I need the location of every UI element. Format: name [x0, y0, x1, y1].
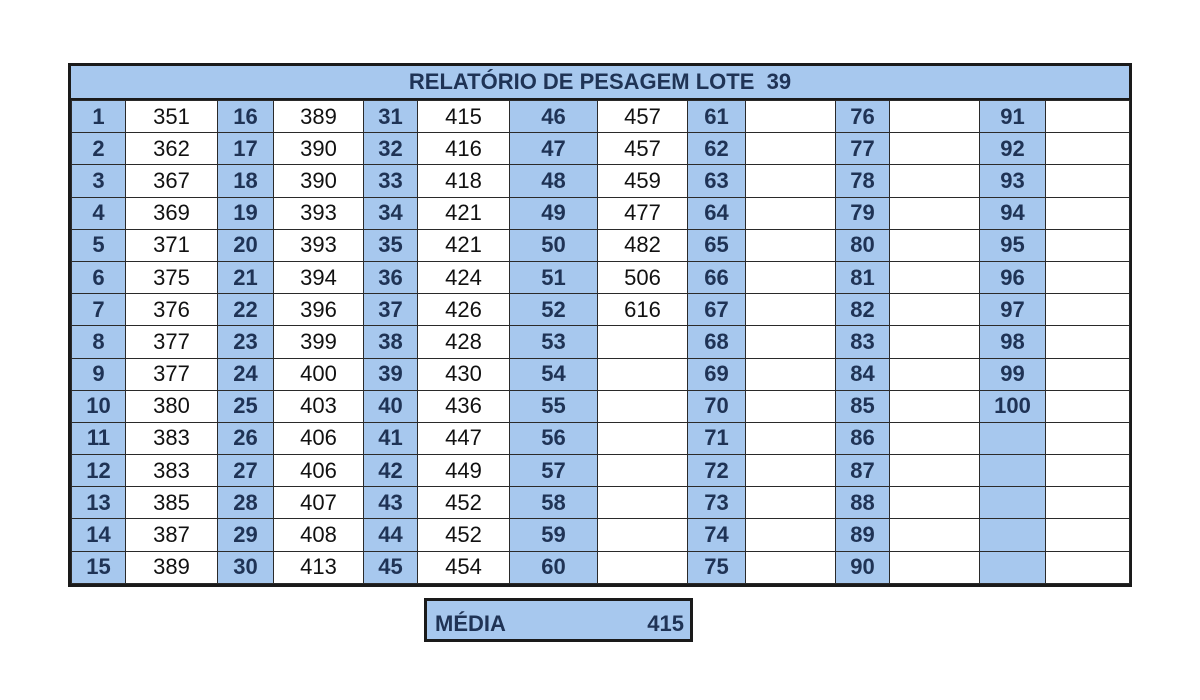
weight-cell: 616	[598, 294, 688, 326]
weight-cell	[1046, 261, 1130, 293]
animal-number-cell: 32	[364, 133, 418, 165]
animal-number-cell: 14	[72, 519, 126, 551]
weight-cell	[890, 358, 980, 390]
animal-number-cell: 70	[688, 390, 746, 422]
weight-cell	[598, 551, 688, 583]
report-title: RELATÓRIO DE PESAGEM LOTE 39	[71, 66, 1129, 100]
weight-cell	[1046, 229, 1130, 261]
animal-number-cell: 93	[980, 165, 1046, 197]
weight-cell	[890, 487, 980, 519]
animal-number-cell: 11	[72, 422, 126, 454]
table-row	[72, 519, 1130, 551]
animal-number-cell: 8	[72, 326, 126, 358]
weight-cell: 452	[418, 519, 510, 551]
animal-number-cell: 89	[836, 519, 890, 551]
weight-cell	[890, 101, 980, 133]
table-row	[72, 133, 1130, 165]
weight-cell	[890, 294, 980, 326]
weight-cell: 477	[598, 197, 688, 229]
animal-number-cell: 73	[688, 487, 746, 519]
animal-number-cell: 63	[688, 165, 746, 197]
weight-cell: 377	[126, 326, 218, 358]
weight-cell	[1046, 487, 1130, 519]
table-row	[72, 294, 1130, 326]
weight-cell: 383	[126, 422, 218, 454]
animal-number-cell: 3	[72, 165, 126, 197]
table-row	[72, 358, 1130, 390]
animal-number-cell: 82	[836, 294, 890, 326]
weight-cell	[890, 133, 980, 165]
table-row	[72, 326, 1130, 358]
animal-number-cell: 40	[364, 390, 418, 422]
weight-cell	[1046, 358, 1130, 390]
animal-number-cell: 60	[510, 551, 598, 583]
weight-cell: 406	[274, 455, 364, 487]
weight-cell	[746, 326, 836, 358]
animal-number-cell: 17	[218, 133, 274, 165]
weighing-table	[71, 100, 1130, 584]
average-label: MÉDIA	[435, 611, 506, 636]
weight-cell	[1046, 390, 1130, 422]
animal-number-cell: 33	[364, 165, 418, 197]
weight-cell	[598, 422, 688, 454]
weight-cell	[890, 390, 980, 422]
weight-cell: 400	[274, 358, 364, 390]
animal-number-cell: 91	[980, 101, 1046, 133]
animal-number-cell: 65	[688, 229, 746, 261]
weight-cell: 413	[274, 551, 364, 583]
weight-cell	[598, 487, 688, 519]
weight-cell	[746, 133, 836, 165]
weight-cell	[890, 551, 980, 583]
animal-number-cell: 95	[980, 229, 1046, 261]
animal-number-cell: 15	[72, 551, 126, 583]
animal-number-cell: 26	[218, 422, 274, 454]
animal-number-cell: 31	[364, 101, 418, 133]
animal-number-cell: 83	[836, 326, 890, 358]
animal-number-cell: 19	[218, 197, 274, 229]
weight-cell: 457	[598, 133, 688, 165]
weight-cell: 375	[126, 261, 218, 293]
weight-cell	[1046, 551, 1130, 583]
animal-number-cell: 97	[980, 294, 1046, 326]
average-value: 415	[647, 611, 684, 636]
weighing-report	[68, 63, 1132, 587]
animal-number-cell: 37	[364, 294, 418, 326]
animal-number-cell: 24	[218, 358, 274, 390]
weight-cell	[1046, 422, 1130, 454]
animal-number-cell	[980, 422, 1046, 454]
animal-number-cell: 39	[364, 358, 418, 390]
weight-cell	[746, 487, 836, 519]
animal-number-cell: 64	[688, 197, 746, 229]
weight-cell	[890, 326, 980, 358]
table-row	[72, 261, 1130, 293]
weight-cell: 506	[598, 261, 688, 293]
animal-number-cell: 23	[218, 326, 274, 358]
weight-cell: 396	[274, 294, 364, 326]
animal-number-cell: 77	[836, 133, 890, 165]
animal-number-cell: 85	[836, 390, 890, 422]
animal-number-cell: 59	[510, 519, 598, 551]
animal-number-cell: 45	[364, 551, 418, 583]
weight-cell: 371	[126, 229, 218, 261]
weight-cell: 408	[274, 519, 364, 551]
animal-number-cell: 98	[980, 326, 1046, 358]
table-row	[72, 455, 1130, 487]
animal-number-cell: 2	[72, 133, 126, 165]
weight-cell: 369	[126, 197, 218, 229]
animal-number-cell: 66	[688, 261, 746, 293]
weight-cell: 362	[126, 133, 218, 165]
weight-cell: 403	[274, 390, 364, 422]
weight-cell: 390	[274, 133, 364, 165]
animal-number-cell: 50	[510, 229, 598, 261]
weight-cell	[746, 197, 836, 229]
animal-number-cell	[980, 487, 1046, 519]
animal-number-cell: 48	[510, 165, 598, 197]
animal-number-cell: 78	[836, 165, 890, 197]
animal-number-cell: 87	[836, 455, 890, 487]
weight-cell	[1046, 294, 1130, 326]
animal-number-cell: 20	[218, 229, 274, 261]
animal-number-cell: 86	[836, 422, 890, 454]
weight-cell: 436	[418, 390, 510, 422]
weight-cell: 383	[126, 455, 218, 487]
weight-cell	[746, 294, 836, 326]
weight-cell: 418	[418, 165, 510, 197]
animal-number-cell	[980, 519, 1046, 551]
animal-number-cell: 30	[218, 551, 274, 583]
animal-number-cell: 88	[836, 487, 890, 519]
table-row	[72, 165, 1130, 197]
table-row	[72, 101, 1130, 133]
animal-number-cell: 92	[980, 133, 1046, 165]
weight-cell	[890, 165, 980, 197]
weight-cell: 387	[126, 519, 218, 551]
weight-cell	[1046, 519, 1130, 551]
animal-number-cell: 69	[688, 358, 746, 390]
weight-cell	[746, 261, 836, 293]
animal-number-cell: 1	[72, 101, 126, 133]
animal-number-cell: 28	[218, 487, 274, 519]
weight-cell: 393	[274, 229, 364, 261]
table-row	[72, 229, 1130, 261]
weight-cell	[890, 261, 980, 293]
table-row	[72, 551, 1130, 583]
animal-number-cell: 81	[836, 261, 890, 293]
weight-cell: 421	[418, 197, 510, 229]
weight-cell: 393	[274, 197, 364, 229]
animal-number-cell: 100	[980, 390, 1046, 422]
animal-number-cell: 79	[836, 197, 890, 229]
weight-cell: 416	[418, 133, 510, 165]
weight-cell: 424	[418, 261, 510, 293]
weight-cell: 452	[418, 487, 510, 519]
weight-cell: 351	[126, 101, 218, 133]
animal-number-cell: 57	[510, 455, 598, 487]
weight-cell: 428	[418, 326, 510, 358]
weight-cell	[746, 358, 836, 390]
animal-number-cell: 67	[688, 294, 746, 326]
animal-number-cell: 53	[510, 326, 598, 358]
animal-number-cell: 38	[364, 326, 418, 358]
animal-number-cell: 5	[72, 229, 126, 261]
animal-number-cell: 6	[72, 261, 126, 293]
weight-cell: 407	[274, 487, 364, 519]
weight-cell	[746, 455, 836, 487]
weight-cell	[746, 229, 836, 261]
weight-cell	[1046, 165, 1130, 197]
weight-cell	[598, 455, 688, 487]
weight-cell: 406	[274, 422, 364, 454]
animal-number-cell: 56	[510, 422, 598, 454]
weight-cell	[598, 358, 688, 390]
weight-cell	[746, 519, 836, 551]
animal-number-cell: 42	[364, 455, 418, 487]
weight-cell	[746, 551, 836, 583]
weight-cell: 457	[598, 101, 688, 133]
table-row	[72, 422, 1130, 454]
weight-cell: 454	[418, 551, 510, 583]
animal-number-cell: 4	[72, 197, 126, 229]
animal-number-cell: 62	[688, 133, 746, 165]
weight-cell	[890, 197, 980, 229]
animal-number-cell: 99	[980, 358, 1046, 390]
weight-cell: 430	[418, 358, 510, 390]
weight-cell: 376	[126, 294, 218, 326]
animal-number-cell	[980, 551, 1046, 583]
animal-number-cell: 51	[510, 261, 598, 293]
weight-cell	[890, 455, 980, 487]
average-box	[424, 598, 693, 642]
table-row	[72, 197, 1130, 229]
animal-number-cell: 18	[218, 165, 274, 197]
animal-number-cell: 55	[510, 390, 598, 422]
weight-cell: 447	[418, 422, 510, 454]
animal-number-cell: 16	[218, 101, 274, 133]
weight-cell: 415	[418, 101, 510, 133]
animal-number-cell: 9	[72, 358, 126, 390]
animal-number-cell: 43	[364, 487, 418, 519]
animal-number-cell: 94	[980, 197, 1046, 229]
weight-cell: 380	[126, 390, 218, 422]
animal-number-cell: 13	[72, 487, 126, 519]
animal-number-cell: 12	[72, 455, 126, 487]
weight-cell	[598, 519, 688, 551]
animal-number-cell	[980, 455, 1046, 487]
animal-number-cell: 27	[218, 455, 274, 487]
animal-number-cell: 96	[980, 261, 1046, 293]
animal-number-cell: 54	[510, 358, 598, 390]
animal-number-cell: 49	[510, 197, 598, 229]
animal-number-cell: 21	[218, 261, 274, 293]
weight-cell: 482	[598, 229, 688, 261]
weight-cell: 459	[598, 165, 688, 197]
animal-number-cell: 7	[72, 294, 126, 326]
animal-number-cell: 84	[836, 358, 890, 390]
animal-number-cell: 44	[364, 519, 418, 551]
weight-cell	[1046, 197, 1130, 229]
weight-cell	[890, 229, 980, 261]
weight-cell	[890, 519, 980, 551]
table-row	[72, 487, 1130, 519]
weight-cell: 399	[274, 326, 364, 358]
animal-number-cell: 52	[510, 294, 598, 326]
weight-cell: 385	[126, 487, 218, 519]
weight-cell	[1046, 101, 1130, 133]
weight-cell: 390	[274, 165, 364, 197]
weight-cell: 421	[418, 229, 510, 261]
weight-cell: 367	[126, 165, 218, 197]
animal-number-cell: 61	[688, 101, 746, 133]
weight-cell: 389	[274, 101, 364, 133]
animal-number-cell: 34	[364, 197, 418, 229]
weight-cell: 377	[126, 358, 218, 390]
weight-cell: 389	[126, 551, 218, 583]
weight-cell	[890, 422, 980, 454]
animal-number-cell: 36	[364, 261, 418, 293]
weight-cell	[598, 390, 688, 422]
animal-number-cell: 80	[836, 229, 890, 261]
table-row	[72, 390, 1130, 422]
animal-number-cell: 35	[364, 229, 418, 261]
weight-cell	[746, 422, 836, 454]
animal-number-cell: 22	[218, 294, 274, 326]
animal-number-cell: 29	[218, 519, 274, 551]
weight-cell	[746, 165, 836, 197]
weight-cell	[746, 101, 836, 133]
animal-number-cell: 58	[510, 487, 598, 519]
weight-cell	[1046, 133, 1130, 165]
animal-number-cell: 71	[688, 422, 746, 454]
weight-cell	[1046, 455, 1130, 487]
animal-number-cell: 74	[688, 519, 746, 551]
animal-number-cell: 76	[836, 101, 890, 133]
animal-number-cell: 41	[364, 422, 418, 454]
animal-number-cell: 90	[836, 551, 890, 583]
animal-number-cell: 10	[72, 390, 126, 422]
animal-number-cell: 75	[688, 551, 746, 583]
animal-number-cell: 46	[510, 101, 598, 133]
weight-cell: 426	[418, 294, 510, 326]
animal-number-cell: 25	[218, 390, 274, 422]
animal-number-cell: 68	[688, 326, 746, 358]
weight-cell: 394	[274, 261, 364, 293]
weight-cell	[598, 326, 688, 358]
weight-cell: 449	[418, 455, 510, 487]
weight-cell	[746, 390, 836, 422]
weight-cell	[1046, 326, 1130, 358]
animal-number-cell: 47	[510, 133, 598, 165]
animal-number-cell: 72	[688, 455, 746, 487]
